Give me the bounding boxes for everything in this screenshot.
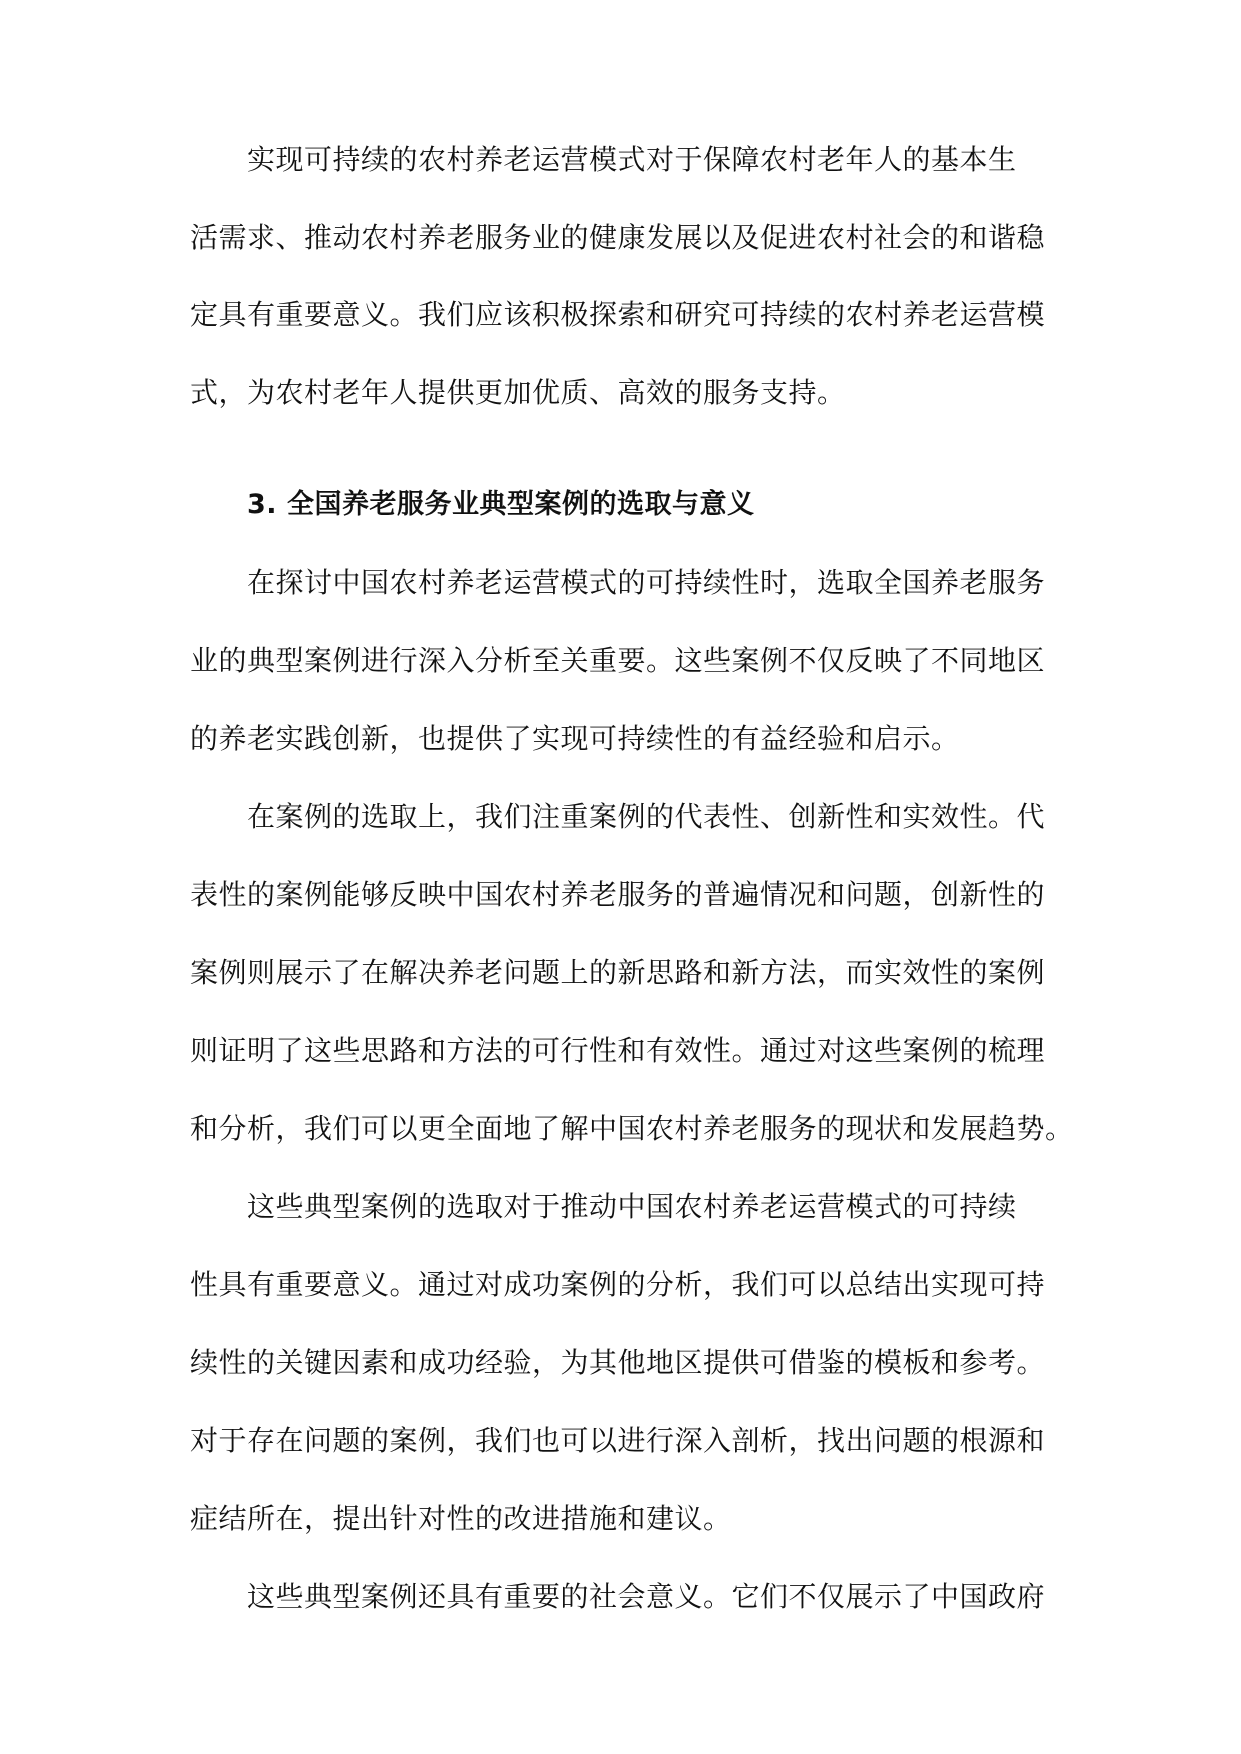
paragraph-4-line-2: 性具有重要意义。通过对成功案例的分析，我们可以总结出实现可持 bbox=[190, 1268, 1046, 1301]
paragraph-1-line-2: 活需求、推动农村养老服务业的健康发展以及促进农村社会的和谐稳 bbox=[190, 221, 1046, 254]
paragraph-3-line-4: 则证明了这些思路和方法的可行性和有效性。通过对这些案例的梳理 bbox=[190, 1034, 1046, 1067]
paragraph-4-line-3: 续性的关键因素和成功经验，为其他地区提供可借鉴的模板和参考。 bbox=[190, 1346, 1046, 1379]
paragraph-2-line-1: 在探讨中国农村养老运营模式的可持续性时，选取全国养老服务 bbox=[247, 566, 1046, 599]
paragraph-3-line-1: 在案例的选取上，我们注重案例的代表性、创新性和实效性。代 bbox=[247, 800, 1046, 833]
paragraph-4-line-1: 这些典型案例的选取对于推动中国农村养老运营模式的可持续 bbox=[247, 1190, 1017, 1223]
paragraph-1-line-1: 实现可持续的农村养老运营模式对于保障农村老年人的基本生 bbox=[247, 143, 1017, 176]
paragraph-1-line-3: 定具有重要意义。我们应该积极探索和研究可持续的农村养老运营模 bbox=[190, 298, 1046, 331]
paragraph-3-line-2: 表性的案例能够反映中国农村养老服务的普遍情况和问题，创新性的 bbox=[190, 878, 1046, 911]
paragraph-2-line-3: 的养老实践创新，也提供了实现可持续性的有益经验和启示。 bbox=[190, 722, 960, 755]
paragraph-2-line-2: 业的典型案例进行深入分析至关重要。这些案例不仅反映了不同地区 bbox=[190, 644, 1046, 677]
paragraph-4-line-4: 对于存在问题的案例，我们也可以进行深入剖析，找出问题的根源和 bbox=[190, 1424, 1046, 1457]
section-heading: 3. 全国养老服务业典型案例的选取与意义 bbox=[247, 489, 755, 520]
paragraph-1-line-4: 式，为农村老年人提供更加优质、高效的服务支持。 bbox=[190, 376, 846, 409]
paragraph-3-line-3: 案例则展示了在解决养老问题上的新思路和新方法，而实效性的案例 bbox=[190, 956, 1046, 989]
paragraph-4-line-5: 症结所在，提出针对性的改进措施和建议。 bbox=[190, 1502, 732, 1535]
paragraph-3-line-5: 和分析，我们可以更全面地了解中国农村养老服务的现状和发展趋势。 bbox=[190, 1112, 1074, 1145]
paragraph-5-line-1: 这些典型案例还具有重要的社会意义。它们不仅展示了中国政府 bbox=[247, 1580, 1046, 1613]
